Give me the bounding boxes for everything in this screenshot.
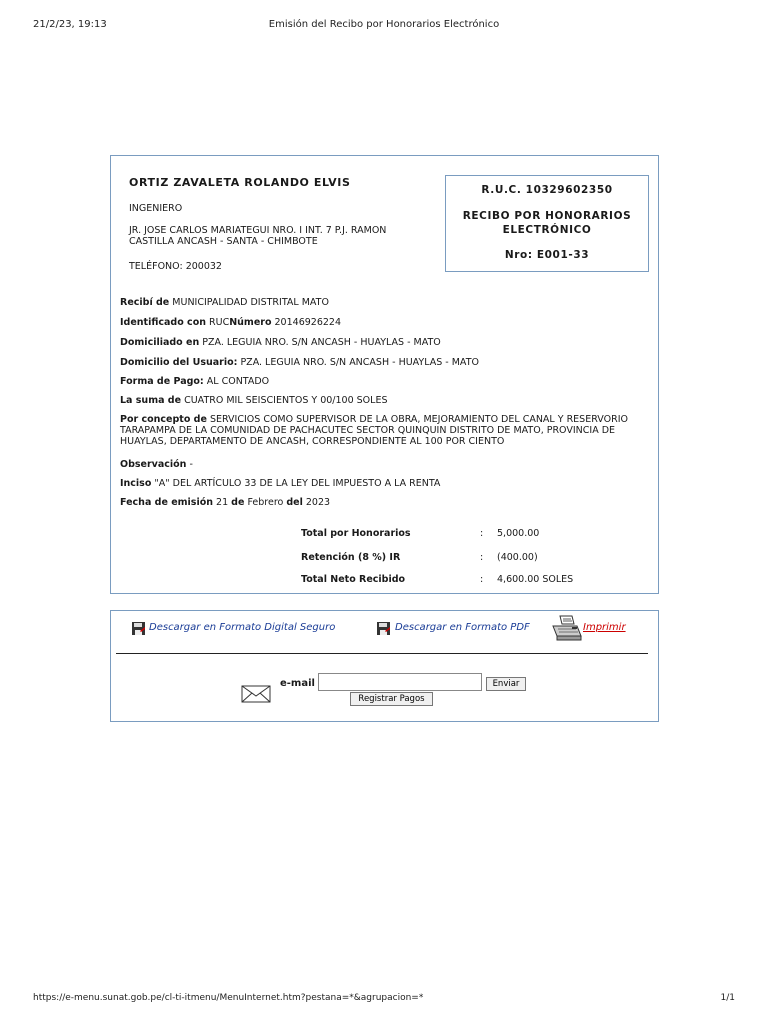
fecha-de: de bbox=[231, 497, 245, 508]
receipt-panel bbox=[110, 155, 659, 594]
actions-divider bbox=[116, 653, 648, 654]
identificado-row bbox=[120, 317, 655, 328]
retencion-label: Retención (8 %) IR bbox=[301, 552, 401, 563]
document-number: Nro: E001-33 bbox=[504, 249, 590, 261]
forma-pago-value: AL CONTADO bbox=[206, 376, 270, 387]
print-datetime: 21/2/23, 19:13 bbox=[33, 19, 107, 30]
id-type: RUC bbox=[209, 317, 230, 328]
total-neto-label: Total Neto Recibido bbox=[301, 574, 406, 585]
issuer-profession: INGENIERO bbox=[129, 203, 183, 214]
domicilio-value: PZA. LEGUIA NRO. S/N ANCASH - HUAYLAS - MATO bbox=[202, 337, 441, 348]
total-honorarios-label: Total por Honorarios bbox=[301, 528, 411, 539]
issuer-address: JR. JOSE CARLOS MARIATEGUI NRO. I INT. 7 P.J. RAMON CASTILLA ANCASH - SANTA - CHIMBOTE bbox=[129, 225, 387, 247]
total-neto-colon: : bbox=[480, 574, 484, 585]
download-pdf-link[interactable]: Descargar en Formato PDF bbox=[395, 622, 530, 633]
floppy-disk-icon[interactable] bbox=[376, 621, 391, 636]
concepto-label: Por concepto de bbox=[120, 414, 207, 425]
fecha-year: 2023 bbox=[305, 497, 331, 508]
suma-row bbox=[120, 395, 655, 406]
register-payments-button[interactable]: Registrar Pagos bbox=[350, 692, 433, 706]
suma-value: CUATRO MIL SEISCIENTOS Y 00/100 SOLES bbox=[184, 395, 388, 406]
forma-pago-label: Forma de Pago: bbox=[120, 376, 204, 387]
concepto-value: SERVICIOS COMO SUPERVISOR DE LA OBRA, MEJORAMIENTO DEL CANAL Y RESERVORIO TARAPAMPA DE LA COMUNIDAD DE PACHACUTEC SECTOR QUINQUIN DISTRITO DE MATO, PROVINCIA DE HUAYLAS, DEPARTAMENTO DE ANCASH, CORRESPONDIENTE AL 100 POR CIENTO bbox=[120, 414, 628, 447]
document-type: RECIBO POR HONORARIOS ELECTRÓNICO bbox=[462, 210, 632, 236]
id-label: Identificado con bbox=[120, 317, 206, 328]
id-number-label: Número bbox=[229, 317, 272, 328]
inciso-label: Inciso bbox=[120, 478, 152, 489]
issuer-phone bbox=[129, 261, 222, 272]
domicilio-usuario-label: Domicilio del Usuario: bbox=[120, 357, 238, 368]
observacion-row bbox=[120, 459, 655, 470]
download-secure-link[interactable]: Descargar en Formato Digital Seguro bbox=[149, 622, 336, 633]
recibi-de-row bbox=[120, 297, 655, 308]
observacion-value: - bbox=[189, 459, 193, 470]
print-link[interactable]: Imprimir bbox=[583, 622, 626, 633]
page-url: https://e-menu.sunat.gob.pe/cl-ti-itmenu/MenuInternet.htm?pestana=*&agrupacion=* bbox=[33, 993, 424, 1003]
page-number: 1/1 bbox=[720, 993, 735, 1003]
suma-label: La suma de bbox=[120, 395, 182, 406]
total-honorarios-colon: : bbox=[480, 528, 484, 539]
forma-pago-row bbox=[120, 376, 655, 387]
id-number: 20146926224 bbox=[274, 317, 342, 328]
domiciliado-row bbox=[120, 337, 655, 348]
recibi-value: MUNICIPALIDAD DISTRITAL MATO bbox=[172, 297, 329, 308]
actions-panel bbox=[110, 610, 659, 722]
send-button[interactable]: Enviar bbox=[486, 677, 526, 691]
retencion-value: (400.00) bbox=[497, 552, 538, 563]
concepto-row bbox=[120, 414, 655, 447]
email-input[interactable] bbox=[318, 673, 482, 691]
document-box bbox=[445, 175, 649, 272]
total-honorarios-value: 5,000.00 bbox=[497, 528, 540, 539]
retencion-colon: : bbox=[480, 552, 484, 563]
phone-label: TELÉFONO: bbox=[129, 261, 183, 272]
print-header bbox=[0, 19, 768, 33]
domicilio-label: Domiciliado en bbox=[120, 337, 200, 348]
print-title: Emisión del Recibo por Honorarios Electrónico bbox=[268, 19, 500, 30]
inciso-row bbox=[120, 478, 655, 489]
envelope-icon bbox=[241, 685, 271, 703]
total-neto-value: 4,600.00 SOLES bbox=[497, 574, 574, 585]
fecha-day: 21 bbox=[216, 497, 229, 508]
fecha-month: Febrero bbox=[247, 497, 284, 508]
fecha-del: del bbox=[286, 497, 303, 508]
issuer-name: ORTIZ ZAVALETA ROLANDO ELVIS bbox=[129, 176, 351, 189]
email-label: e-mail bbox=[280, 678, 315, 689]
domicilio-usuario-value: PZA. LEGUIA NRO. S/N ANCASH - HUAYLAS - MATO bbox=[240, 357, 479, 368]
ruc-number: R.U.C. 10329602350 bbox=[481, 184, 613, 196]
phone-value: 200032 bbox=[185, 261, 222, 272]
inciso-value: "A" DEL ARTÍCULO 33 DE LA LEY DEL IMPUESTO A LA RENTA bbox=[154, 478, 441, 489]
recibi-label: Recibí de bbox=[120, 297, 170, 308]
fecha-label: Fecha de emisión bbox=[120, 497, 214, 508]
floppy-disk-icon[interactable] bbox=[131, 621, 146, 636]
observacion-label: Observación bbox=[120, 459, 187, 470]
domicilio-usuario-row bbox=[120, 357, 655, 368]
fecha-row bbox=[120, 497, 655, 508]
printer-icon[interactable] bbox=[550, 614, 584, 644]
